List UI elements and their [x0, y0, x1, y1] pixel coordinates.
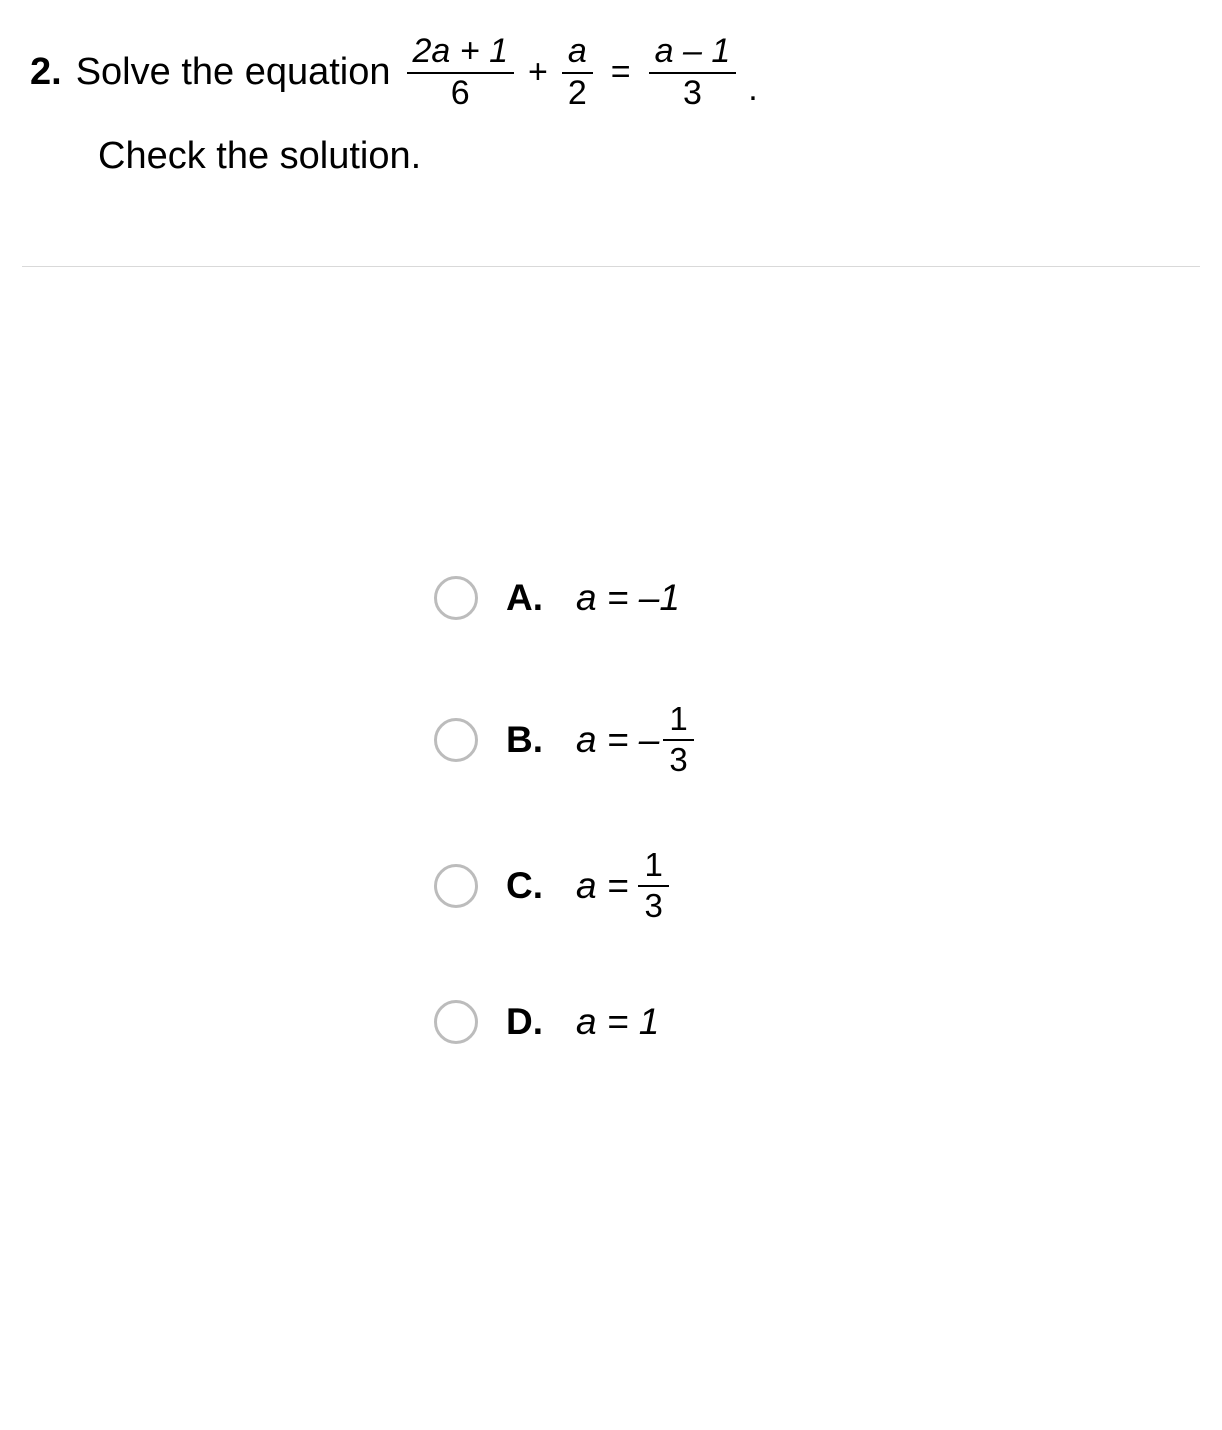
radio-button-a[interactable]: [434, 576, 478, 620]
option-letter-b: B.: [506, 719, 543, 760]
question-number: 2.: [30, 50, 62, 93]
question-stem-line-1: [30, 34, 1182, 111]
fraction-term-3: [649, 34, 737, 111]
option-letter-c: C.: [506, 865, 543, 906]
section-divider: [22, 266, 1200, 267]
fraction-term-3-numerator: a – 1: [649, 34, 737, 74]
fraction-term-1-numerator: 2a + 1: [407, 34, 514, 74]
option-row-b[interactable]: [0, 698, 1222, 782]
option-row-c[interactable]: [0, 844, 1222, 928]
option-c-fraction-numerator: 1: [638, 848, 668, 887]
option-expression-c-text: a =: [576, 865, 629, 906]
option-b-fraction-denominator: 3: [669, 741, 688, 778]
option-expression-d-text: a = 1: [576, 1001, 660, 1042]
option-c-fraction-denominator: 3: [644, 887, 663, 924]
option-expression-b-text: a = –: [576, 719, 660, 760]
option-c-fraction: [638, 848, 668, 923]
option-row-d[interactable]: [0, 980, 1222, 1064]
fraction-term-2-denominator: 2: [567, 73, 587, 112]
option-expression-a: [576, 577, 680, 619]
fraction-term-1: [407, 34, 514, 111]
equation-trailing-period: .: [748, 70, 758, 109]
question-stem: [0, 0, 1222, 178]
option-b-fraction: [663, 702, 693, 777]
fraction-term-1-denominator: 6: [450, 73, 470, 112]
radio-button-d[interactable]: [434, 1000, 478, 1044]
answer-options: [0, 556, 1222, 1064]
fraction-term-2-numerator: a: [562, 34, 593, 74]
radio-button-c[interactable]: [434, 864, 478, 908]
option-expression-c: [576, 848, 673, 923]
radio-button-b[interactable]: [434, 718, 478, 762]
equation-operator-plus: +: [528, 53, 548, 92]
option-b-fraction-numerator: 1: [663, 702, 693, 741]
option-expression-b: [576, 702, 698, 777]
option-row-a[interactable]: [0, 556, 1222, 640]
question-equation: [403, 34, 758, 111]
equation-operator-equals: =: [610, 53, 631, 92]
option-expression-d: [576, 1001, 659, 1043]
question-prompt: Solve the equation: [75, 50, 391, 93]
fraction-term-2: [562, 34, 593, 111]
option-expression-a-text: a = –1: [576, 577, 680, 618]
option-letter-d: D.: [506, 1001, 543, 1042]
option-letter-a: A.: [506, 577, 543, 618]
question-stem-line-2: Check the solution.: [98, 135, 422, 178]
fraction-term-3-denominator: 3: [682, 73, 702, 112]
